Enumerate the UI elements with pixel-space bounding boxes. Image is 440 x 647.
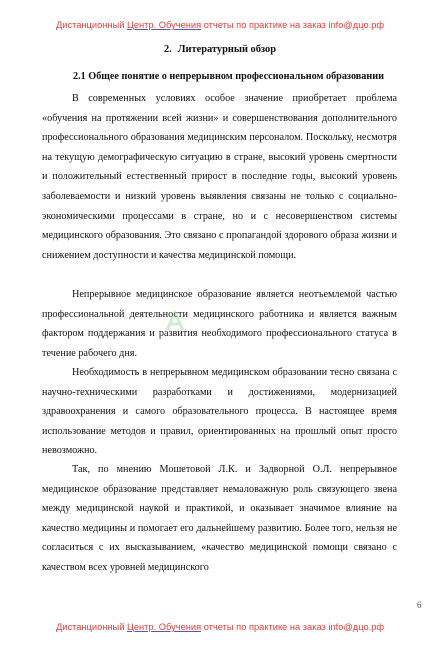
paragraph-3: Необходимость в непрерывном медицинском образовании тесно связана с научно-техническими разработками и достижениями, модернизацией здравоохранения и самого образовательного процесса. В настоящее время использование методов и правил, ориентированных на прошлый опыт просто невозможно. bbox=[42, 367, 397, 457]
watermark-text-center: Центр. Обучения bbox=[126, 622, 202, 632]
watermark-text-left: Дистанционный bbox=[55, 622, 127, 632]
paragraph-4: Так, по мнению Мошетовой Л.К. и Задворной О.Л. непрерывное медицинское образование представляет немаловажную роль связующего звена между медицинской наукой и практикой, и оказывает значимое влияние на качество медицины и помогает его дальнейшему развитию. Более того, нельзя не согласиться с их высказыванием, «качество медицинской помощи связано с качеством всех уровней медицинского bbox=[42, 464, 397, 573]
faint-logo-icon bbox=[163, 310, 187, 334]
section-title: Литературный обзор bbox=[177, 44, 277, 55]
section-number: 2. bbox=[163, 44, 172, 55]
watermark-footer bbox=[0, 622, 440, 632]
watermark-text-right: отчеты по практике на заказ info@дцо.рф bbox=[201, 20, 385, 30]
watermark-text-left: Дистанционный bbox=[55, 20, 127, 30]
watermark-text-right: отчеты по практике на заказ info@дцо.рф bbox=[201, 622, 385, 632]
page-number: 6 bbox=[417, 600, 422, 610]
paragraph-2: Непрерывное медицинское образование является неотъемлемой частью профессиональной деятельности медицинского работника и является важным фактором поддержания и развития необходимого профессионального статуса в течение рабочего дня. bbox=[42, 289, 397, 359]
subsection-heading: 2.1 Общее понятие о непрерывном профессиональном образовании bbox=[73, 71, 385, 82]
watermark-header bbox=[0, 20, 440, 30]
logo-shape bbox=[167, 313, 183, 330]
paragraph-1: В современных условиях особое значение приобретает проблема «обучения на протяжении всей жизни» и совершенствования дополнительного профессионального образования медицинским персоналом. Поскольку, несмотря на текущую демографическую ситуацию в стране, высокий уровень смертности и положительный естественный прирост в последние годы, высокий уровень заболеваемости и низкий уровень выявления связаны не только с социально-экономическими процессами в стране, но и с несовершенством системы медицинского образования. Это связано с пропагандой здорового образа жизни и снижением доступности и качества медицинской помощи. bbox=[42, 93, 397, 261]
section-heading bbox=[0, 44, 440, 55]
watermark-text-center: Центр. Обучения bbox=[126, 20, 202, 30]
